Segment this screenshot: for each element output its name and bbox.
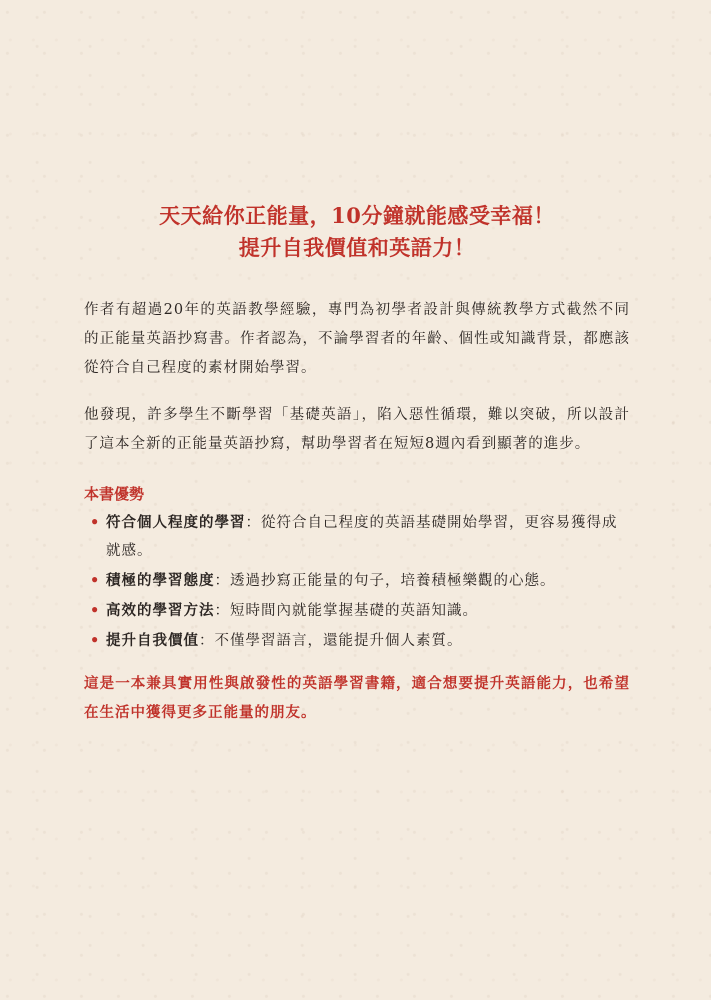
advantage-desc: ：不僅學習語言，還能提升個人素質。 (199, 633, 463, 649)
bullet-icon: • (90, 572, 101, 589)
advantages-title: 本書優勢 (84, 485, 145, 503)
list-item (84, 509, 630, 565)
headline (84, 200, 630, 264)
book-blurb (84, 200, 630, 742)
bullet-icon: • (90, 514, 101, 531)
closing-statement: 這是一本兼具實用性與啟發性的英語學習書籍，適合想要提升英語能力，也希望在生活中獲得更多正能量的朋友。 (84, 675, 630, 721)
headline-line-2: 提升自我價值和英語力！ (238, 235, 476, 260)
advantage-term: 高效的學習方法 (106, 602, 215, 619)
list-item (84, 567, 630, 595)
advantage-term: 符合個人程度的學習 (106, 514, 246, 531)
list-item (84, 597, 630, 625)
advantage-desc: ：從符合自己程度的英語基礎開始學習，更容易獲得成就感。 (106, 515, 618, 559)
advantage-term: 提升自我價值 (106, 632, 199, 649)
intro-paragraph: 作者有超過20年的英語教學經驗，專門為初學者設計與傳統教學方式截然不同的正能量英語抄寫書。作者認為，不論學習者的年齡、個性或知識背景，都應該從符合自己程度的素材開始學習。 (84, 302, 630, 376)
advantage-desc: ：透過抄寫正能量的句子，培養積極樂觀的心態。 (214, 573, 556, 589)
background-paragraph: 他發現，許多學生不斷學習「基礎英語」，陷入惡性循環，難以突破，所以設計了這本全新的正能量英語抄寫，幫助學習者在短短8週內看到顯著的進步。 (84, 407, 630, 452)
bullet-icon: • (90, 602, 101, 619)
advantages-list (84, 509, 630, 655)
advantage-desc: ：短時間內就能掌握基礎的英語知識。 (214, 603, 478, 619)
headline-line-1: 天天給你正能量，10分鐘就能感受幸福！ (159, 203, 555, 228)
advantage-term: 積極的學習態度 (106, 572, 215, 589)
list-item (84, 627, 630, 655)
bullet-icon: • (90, 632, 101, 649)
